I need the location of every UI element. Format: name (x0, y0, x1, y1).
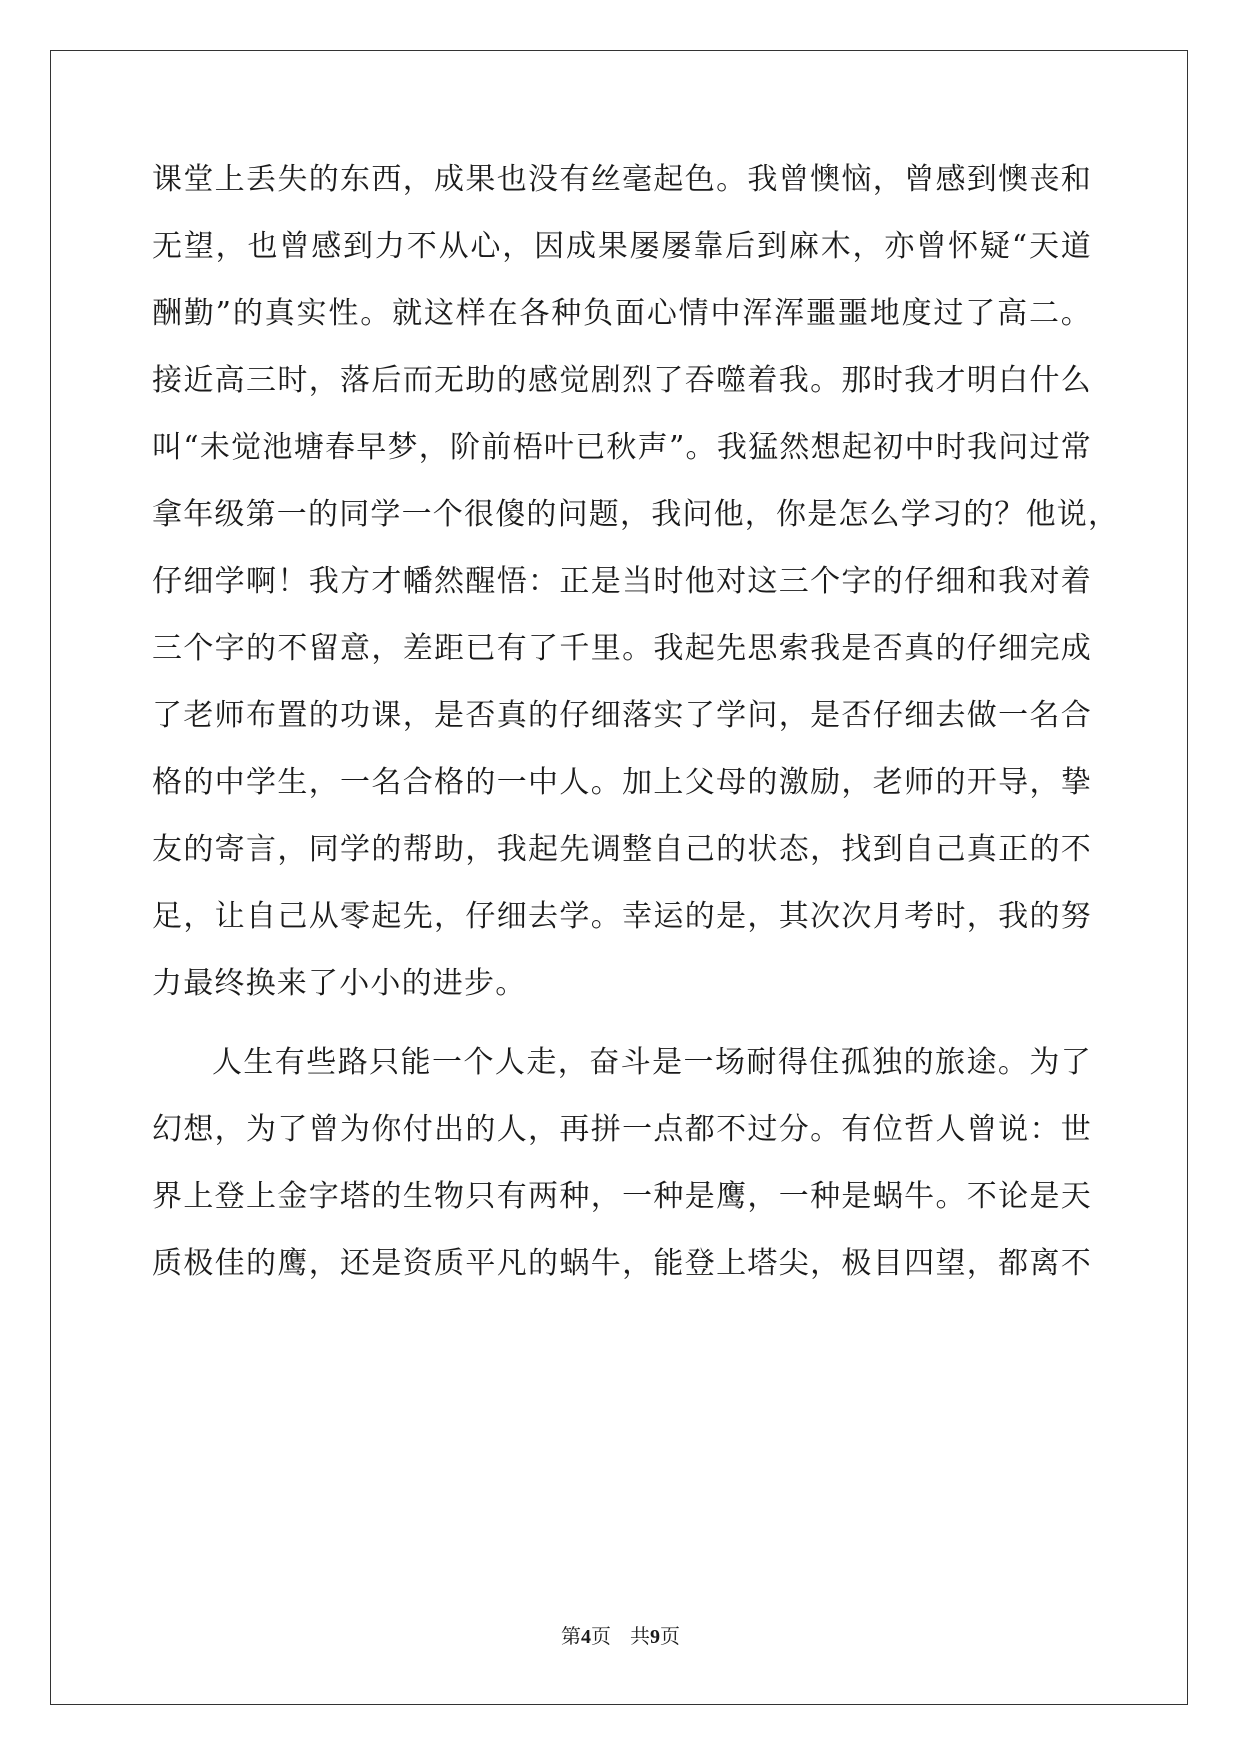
text-line: 质极佳的鹰，还是资质平凡的蜗牛，能登上塔尖，极目四望，都离不 (152, 1246, 1092, 1281)
text-line: 仔细学啊！我方才幡然醒悟：正是当时他对这三个字的仔细和我对着 (152, 564, 1092, 599)
text-line: 拿年级第一的同学一个很傻的问题，我问他，你是怎么学习的？他说， (152, 497, 1120, 532)
footer-prefix: 第 (560, 1624, 581, 1648)
text-line: 课堂上丢失的东西，成果也没有丝毫起色。我曾懊恼，曾感到懊丧和 (152, 162, 1092, 197)
current-page-number: 4 (580, 1626, 591, 1648)
text-line: 幻想，为了曾为你付出的人，再拼一点都不过分。有位哲人曾说：世 (152, 1112, 1092, 1147)
page-footer (0, 1620, 1241, 1649)
paragraph (152, 160, 1120, 1031)
text-line: 叫“未觉池塘春早梦，阶前梧叶已秋声”。我猛然想起初中时我问过常 (152, 430, 1092, 465)
text-line: 友的寄言，同学的帮助，我起先调整自己的状态，找到自己真正的不 (152, 832, 1092, 867)
text-line: 力最终换来了小小的进步。 (152, 966, 527, 1001)
text-line: 无望，也曾感到力不从心，因成果屡屡靠后到麻木，亦曾怀疑“天道 (152, 229, 1092, 264)
text-line: 三个字的不留意，差距已有了千里。我起先思索我是否真的仔细完成 (152, 631, 1092, 666)
footer-suffix: 页 (660, 1624, 681, 1648)
text-line: 足，让自己从零起先，仔细去学。幸运的是，其次次月考时，我的努 (152, 899, 1092, 934)
text-line: 接近高三时，落后而无助的感觉剧烈了吞噬着我。那时我才明白什么 (152, 363, 1092, 398)
paragraph (152, 1043, 1092, 1311)
total-pages-number: 9 (650, 1626, 661, 1648)
document-body (152, 160, 1120, 1311)
footer-mid: 页 共 (590, 1624, 651, 1648)
text-line: 酬勤”的真实性。就这样在各种负面心情中浑浑噩噩地度过了高二。 (152, 296, 1092, 331)
text-line: 格的中学生，一名合格的一中人。加上父母的激励，老师的开导，挚 (152, 765, 1092, 800)
text-line: 了老师布置的功课，是否真的仔细落实了学问，是否仔细去做一名合 (152, 698, 1092, 733)
text-line: 界上登上金字塔的生物只有两种，一种是鹰，一种是蜗牛。不论是天 (152, 1179, 1092, 1214)
text-line: 人生有些路只能一个人走，奋斗是一场耐得住孤独的旅途。为了 (212, 1045, 1092, 1080)
